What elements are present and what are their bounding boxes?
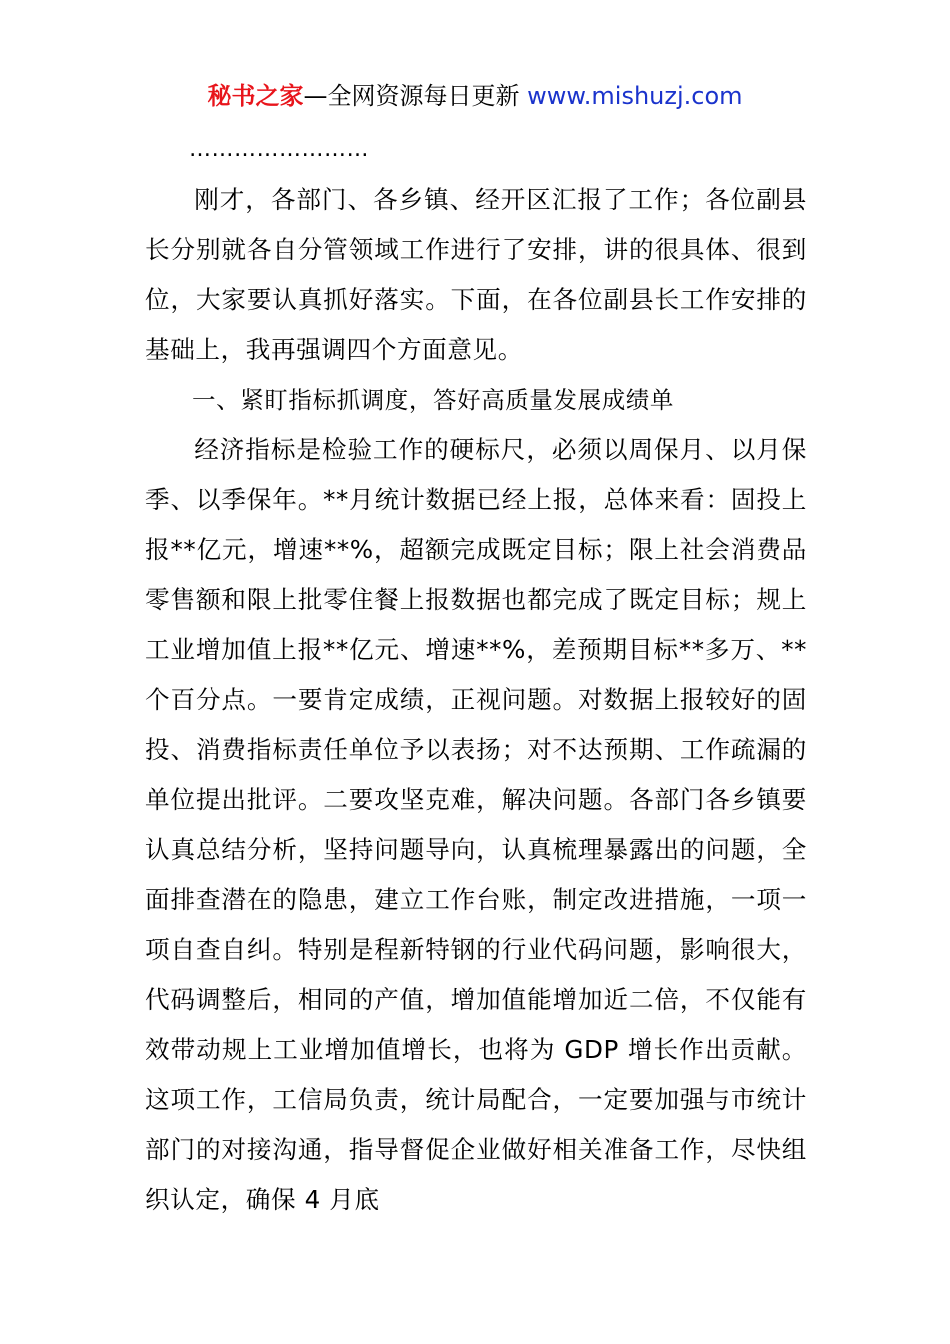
document-body — [145, 125, 807, 1225]
header-slogan: —全网资源每日更新 — [303, 82, 528, 110]
section-heading-1: 一、紧盯指标抓调度，答好高质量发展成绩单 — [192, 386, 674, 414]
ellipsis-line: …………………… — [189, 137, 369, 162]
brand-name: 秘书之家 — [207, 82, 304, 110]
section-1-paragraph: 经济指标是检验工作的硬标尺，必须以周保月、以月保季、以季保年。**月统计数据已经上报，总体来看：固投上报**亿元，增速**%，超额完成既定目标；限上社会消费品零售额和限上批零住餐上报数据也都完成了既定目标；规上工业增加值上报**亿元、增速**%，差预期目标**多万、**个百分点。一要肯定成绩，正视问题。对数据上报较好的固投、消费指标责任单位予以表扬；对不达预期、工作疏漏的单位提出批评。二要攻坚克难，解决问题。各部门各乡镇要认真总结分析，坚持问题导向，认真梳理暴露出的问题，全面排查潜在的隐患，建立工作台账，制定改进措施，一项一项自查自纠。特别是程新特钢的行业代码问题，影响很大，代码调整后，相同的产值，增加值能增加近二倍，不仅能有效带动规上工业增加值增长，也将为 GDP 增长作出贡献。这项工作，工信局负责，统计局配合，一定要加强与市统计部门的对接沟通，指导督促企业做好相关准备工作，尽快组织认定，确保 4 月底 — [145, 435, 807, 1214]
intro-paragraph: 刚才，各部门、各乡镇、经开区汇报了工作；各位副县长分别就各自分管领域工作进行了安排，讲的很具体、很到位，大家要认真抓好落实。下面，在各位副县长工作安排的基础上，我再强调四个方面意见。 — [145, 185, 807, 364]
page-header — [0, 80, 950, 112]
website-link[interactable]: www.mishuzj.com — [527, 82, 743, 110]
